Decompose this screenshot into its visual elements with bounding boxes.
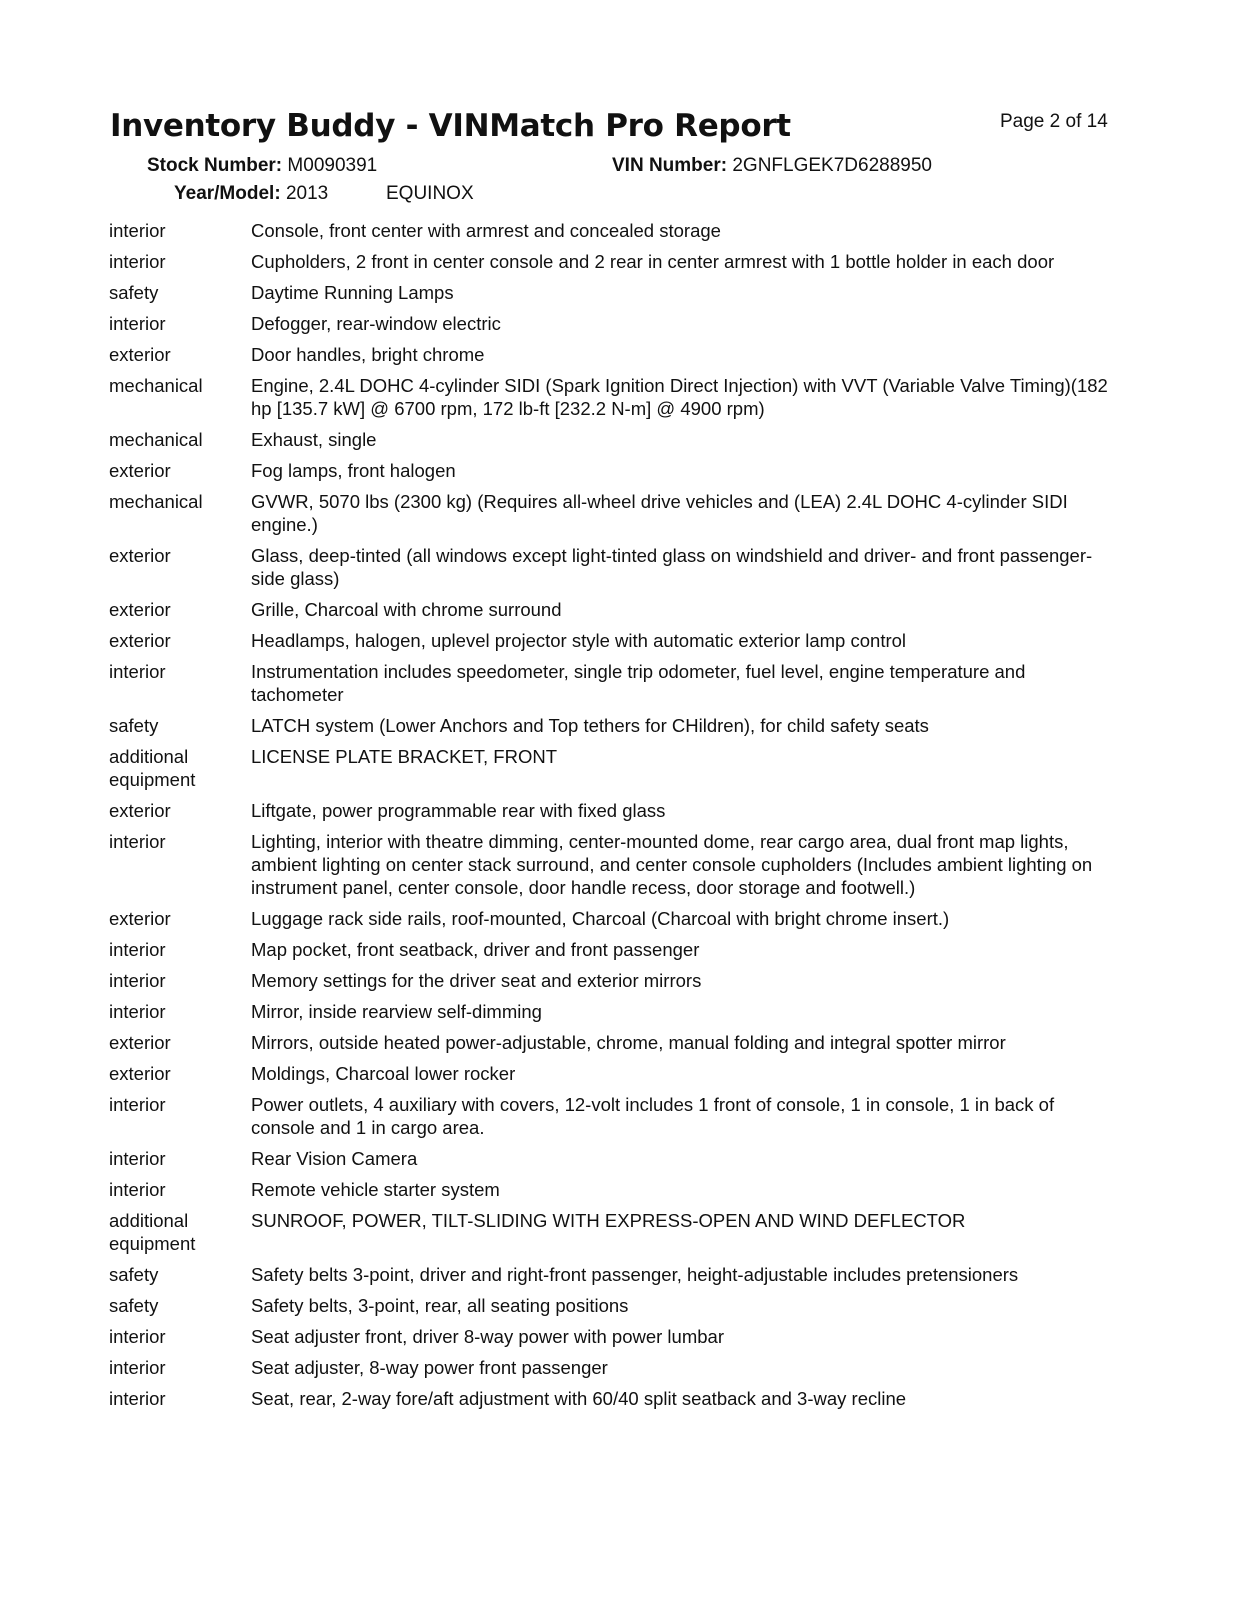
feature-row [109, 969, 1109, 1000]
feature-category: safety [109, 1264, 159, 1285]
model-value: EQUINOX [386, 183, 474, 204]
feature-row [109, 490, 1109, 544]
feature-row [109, 250, 1109, 281]
feature-row [109, 1356, 1109, 1387]
feature-category: interior [109, 220, 166, 241]
feature-category: interior [109, 251, 166, 272]
feature-row [109, 830, 1109, 907]
feature-description: Map pocket, front seatback, driver and front passenger [251, 939, 700, 960]
feature-category: interior [109, 970, 166, 991]
feature-description: Seat adjuster front, driver 8-way power with power lumbar [251, 1326, 724, 1347]
feature-description: Seat adjuster, 8-way power front passenger [251, 1357, 608, 1378]
feature-description: Seat, rear, 2-way fore/aft adjustment with 60/40 split seatback and 3-way recline [251, 1388, 907, 1409]
feature-category: additional equipment [109, 1210, 196, 1254]
feature-description: LATCH system (Lower Anchors and Top tethers for CHildren), for child safety seats [251, 715, 929, 736]
feature-row [109, 1178, 1109, 1209]
feature-row [109, 374, 1109, 428]
feature-category: safety [109, 715, 159, 736]
feature-description: Memory settings for the driver seat and exterior mirrors [251, 970, 702, 991]
feature-category: mechanical [109, 491, 203, 512]
feature-category: interior [109, 313, 166, 334]
feature-category: exterior [109, 800, 171, 821]
feature-category: interior [109, 1388, 166, 1409]
feature-row [109, 1263, 1109, 1294]
feature-category: interior [109, 939, 166, 960]
feature-row [109, 598, 1109, 629]
feature-description: SUNROOF, POWER, TILT-SLIDING WITH EXPRESS-OPEN AND WIND DEFLECTOR [251, 1210, 966, 1231]
feature-description: GVWR, 5070 lbs (2300 kg) (Requires all-wheel drive vehicles and (LEA) 2.4L DOHC 4-cylinder SIDI engine.) [251, 491, 1068, 535]
feature-row [109, 1325, 1109, 1356]
feature-row [109, 459, 1109, 490]
feature-description: Defogger, rear-window electric [251, 313, 501, 334]
feature-description: Mirrors, outside heated power-adjustable, chrome, manual folding and integral spotter mirror [251, 1032, 1006, 1053]
feature-description: Door handles, bright chrome [251, 344, 485, 365]
feature-description: Exhaust, single [251, 429, 377, 450]
feature-row [109, 629, 1109, 660]
feature-description: Headlamps, halogen, uplevel projector style with automatic exterior lamp control [251, 630, 907, 651]
feature-category: interior [109, 661, 166, 682]
feature-row [109, 938, 1109, 969]
feature-row [109, 907, 1109, 938]
feature-category: exterior [109, 344, 171, 365]
feature-description: Luggage rack side rails, roof-mounted, Charcoal (Charcoal with bright chrome insert.) [251, 908, 950, 929]
feature-row [109, 1387, 1109, 1418]
feature-category: mechanical [109, 429, 203, 450]
feature-category: interior [109, 831, 166, 852]
year-model-label: Year/Model: [174, 183, 281, 204]
feature-row [109, 660, 1109, 714]
features-list [109, 219, 1109, 1418]
feature-row [109, 1093, 1109, 1147]
report-title: Inventory Buddy - VINMatch Pro Report [110, 108, 791, 144]
feature-description: Rear Vision Camera [251, 1148, 418, 1169]
feature-category: exterior [109, 1063, 171, 1084]
feature-description: Power outlets, 4 auxiliary with covers, 12-volt includes 1 front of console, 1 in console, 1 in back of console and 1 in cargo area. [251, 1094, 1055, 1138]
feature-category: exterior [109, 545, 171, 566]
feature-row [109, 1062, 1109, 1093]
feature-description: Liftgate, power programmable rear with fixed glass [251, 800, 666, 821]
feature-category: exterior [109, 908, 171, 929]
year-model [174, 182, 328, 205]
feature-row [109, 714, 1109, 745]
feature-row [109, 1294, 1109, 1325]
feature-description: Remote vehicle starter system [251, 1179, 500, 1200]
feature-category: interior [109, 1326, 166, 1347]
feature-category: exterior [109, 630, 171, 651]
feature-row [109, 799, 1109, 830]
feature-description: Lighting, interior with theatre dimming, center-mounted dome, rear cargo area, dual front map lights, ambient lighting on center stack surround, and center console cupholders (Includes ambient lighting on instrument panel, center console, door handle recess, door storage and footwell.) [251, 831, 1093, 898]
feature-category: interior [109, 1001, 166, 1022]
feature-description: Grille, Charcoal with chrome surround [251, 599, 562, 620]
feature-category: additional equipment [109, 746, 196, 790]
feature-description: Daytime Running Lamps [251, 282, 454, 303]
feature-category: exterior [109, 460, 171, 481]
feature-row [109, 1147, 1109, 1178]
feature-description: Mirror, inside rearview self-dimming [251, 1001, 542, 1022]
feature-category: interior [109, 1179, 166, 1200]
feature-category: exterior [109, 1032, 171, 1053]
feature-category: interior [109, 1148, 166, 1169]
feature-description: Safety belts, 3-point, rear, all seating positions [251, 1295, 629, 1316]
feature-row [109, 343, 1109, 374]
stock-number-label: Stock Number: [147, 155, 283, 176]
feature-row [109, 544, 1109, 598]
feature-row [109, 281, 1109, 312]
feature-description: Instrumentation includes speedometer, single trip odometer, fuel level, engine temperature and tachometer [251, 661, 1026, 705]
feature-description: Glass, deep-tinted (all windows except light-tinted glass on windshield and driver- and front passenger-side glass) [251, 545, 1093, 589]
feature-category: mechanical [109, 375, 203, 396]
stock-number [147, 154, 377, 177]
feature-category: interior [109, 1094, 166, 1115]
feature-category: exterior [109, 599, 171, 620]
stock-number-value: M0090391 [287, 155, 378, 176]
feature-description: LICENSE PLATE BRACKET, FRONT [251, 746, 557, 767]
feature-description: Cupholders, 2 front in center console and 2 rear in center armrest with 1 bottle holder in each door [251, 251, 1055, 272]
feature-description: Moldings, Charcoal lower rocker [251, 1063, 516, 1084]
feature-row [109, 1000, 1109, 1031]
feature-row [109, 312, 1109, 343]
feature-row [109, 745, 1109, 799]
feature-description: Engine, 2.4L DOHC 4-cylinder SIDI (Spark Ignition Direct Injection) with VVT (Variable Valve Timing)(182 hp [135.7 kW] @ 6700 rpm, 172 lb-ft [232.2 N-m] @ 4900 rpm) [251, 375, 1108, 419]
feature-description: Fog lamps, front halogen [251, 460, 456, 481]
feature-row [109, 1209, 1109, 1263]
vin-number [612, 154, 932, 177]
vin-number-value: 2GNFLGEK7D6288950 [732, 155, 932, 176]
vin-number-label: VIN Number: [612, 155, 728, 176]
feature-description: Safety belts 3-point, driver and right-front passenger, height-adjustable includes pretensioners [251, 1264, 1019, 1285]
feature-category: safety [109, 1295, 159, 1316]
page-number: Page 2 of 14 [1000, 111, 1108, 132]
feature-row [109, 219, 1109, 250]
feature-category: safety [109, 282, 159, 303]
year-value: 2013 [285, 183, 329, 204]
feature-category: interior [109, 1357, 166, 1378]
feature-row [109, 428, 1109, 459]
feature-row [109, 1031, 1109, 1062]
feature-description: Console, front center with armrest and concealed storage [251, 220, 721, 241]
